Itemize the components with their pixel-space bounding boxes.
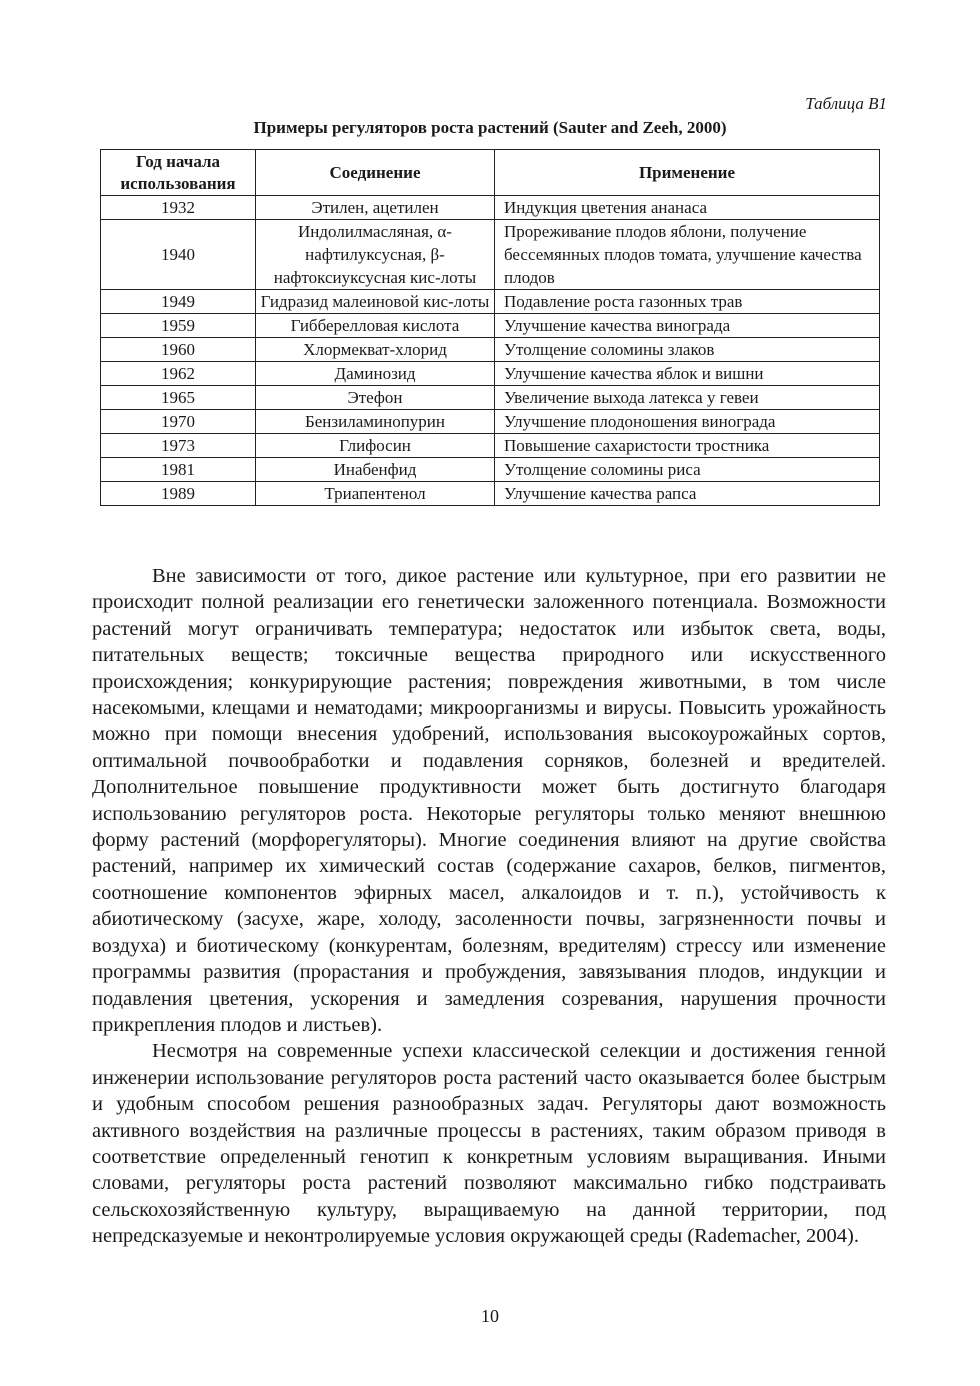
cell-application: Увеличение выхода латекса у гевеи <box>495 386 880 410</box>
table-header-row <box>101 150 880 196</box>
paragraph: Несмотря на современные успехи классической селекции и достижения генной инженерии использование регуляторов роста растений часто оказывается более быстрым и удобным способом решения разнообразных задач. Регуляторы дают возможность активного воздействия на различные процессы в растениях, таким образом приводя в соответствие определенный генотип к конкретным условиям выращивания. Иными словами, регуляторы роста растений позволяют максимально гибко подстраивать сельскохозяйственную культуру, выращиваемую на данной территории, под непредсказуемые и неконтролируемые условия окружающей среды (Rademacher, 2004). <box>92 1040 886 1248</box>
cell-application: Улучшение качества яблок и вишни <box>495 362 880 386</box>
cell-application: Индукция цветения ананаса <box>495 196 880 220</box>
table-label: Таблица B1 <box>805 94 887 113</box>
cell-compound: Глифосин <box>256 434 495 458</box>
cell-compound: Инабенфид <box>256 458 495 482</box>
cell-compound: Даминозид <box>256 362 495 386</box>
table-row <box>101 314 880 338</box>
cell-year: 1970 <box>101 410 256 434</box>
cell-compound: Гидразид малеиновой кис-лоты <box>256 290 495 314</box>
cell-year: 1965 <box>101 386 256 410</box>
paragraph: Вне зависимости от того, дикое растение или культурное, при его развитии не происходит полной реализации его генетически заложенного потенциала. Возможности растений могут ограничивать температура; недостаток или избыток света, воды, питательных веществ; токсичные вещества природного или искусственного происхождения; конкурирующие растения; повреждения животными, в том числе насекомыми, клещами и нематодами; микроорганизмы и вирусы. Повысить урожайность можно при помощи внесения удобрений, использования высокоурожайных сортов, оптимальной почвообработки и подавления сорняков, болезней и вредителей. Дополнительное повышение продуктивности может быть достигнуто благодаря использованию регуляторов роста. Некоторые регуляторы только меняют внешнюю форму растений (морфорегуляторы). Многие соединения влияют на другие свойства растений, например их химический состав (содержание сахаров, белков, пигментов, соотношение компонентов эфирных масел, алкалоидов и т. п.), устойчивость к абиотическому (засухе, жаре, холоду, засоленности почвы, загрязненности почвы и воздуха) и биотическому (конкурентам, болезням, вредителям) стрессу или изменение программы развития (прорастания и пробуждения, завязывания плодов, индукции и подавления цветения, ускорения и замедления созревания, нарушения прочности прикрепления плодов и листьев). <box>92 565 886 1036</box>
regulators-table <box>100 149 880 506</box>
table-row <box>101 434 880 458</box>
header-year: Год начала использования <box>101 150 256 196</box>
cell-year: 1959 <box>101 314 256 338</box>
cell-application: Прореживание плодов яблони, получение бессемянных плодов томата, улучшение качества плодов <box>495 220 880 290</box>
cell-application: Улучшение плодоношения винограда <box>495 410 880 434</box>
cell-application: Улучшение качества рапса <box>495 482 880 506</box>
cell-compound: Хлормекват-хлорид <box>256 338 495 362</box>
cell-year: 1981 <box>101 458 256 482</box>
page-number: 10 <box>481 1306 499 1326</box>
cell-application: Повышение сахаристости тростника <box>495 434 880 458</box>
cell-year: 1940 <box>101 220 256 290</box>
header-compound: Соединение <box>256 150 495 196</box>
cell-compound: Этилен, ацетилен <box>256 196 495 220</box>
cell-compound: Индолилмасляная, α-нафтилуксусная, β-нафтоксиуксусная кис-лоты <box>256 220 495 290</box>
table-row <box>101 482 880 506</box>
cell-year: 1932 <box>101 196 256 220</box>
table-title: Примеры регуляторов роста растений (Sauter and Zeeh, 2000) <box>253 118 727 137</box>
cell-application: Утолщение соломины злаков <box>495 338 880 362</box>
cell-compound: Триапентенол <box>256 482 495 506</box>
cell-application: Подавление роста газонных трав <box>495 290 880 314</box>
table-row <box>101 458 880 482</box>
cell-year: 1960 <box>101 338 256 362</box>
cell-year: 1949 <box>101 290 256 314</box>
cell-year: 1962 <box>101 362 256 386</box>
cell-application: Утолщение соломины риса <box>495 458 880 482</box>
header-application: Применение <box>495 150 880 196</box>
table-row <box>101 386 880 410</box>
table-row <box>101 410 880 434</box>
table-row <box>101 196 880 220</box>
cell-year: 1973 <box>101 434 256 458</box>
cell-compound: Этефон <box>256 386 495 410</box>
cell-year: 1989 <box>101 482 256 506</box>
table-row <box>101 290 880 314</box>
table-row <box>101 362 880 386</box>
body-text <box>92 563 886 1250</box>
table-row <box>101 220 880 290</box>
cell-compound: Гиббереллoвая кислота <box>256 314 495 338</box>
cell-application: Улучшение качества винограда <box>495 314 880 338</box>
table-row <box>101 338 880 362</box>
cell-compound: Бензиламинопурин <box>256 410 495 434</box>
